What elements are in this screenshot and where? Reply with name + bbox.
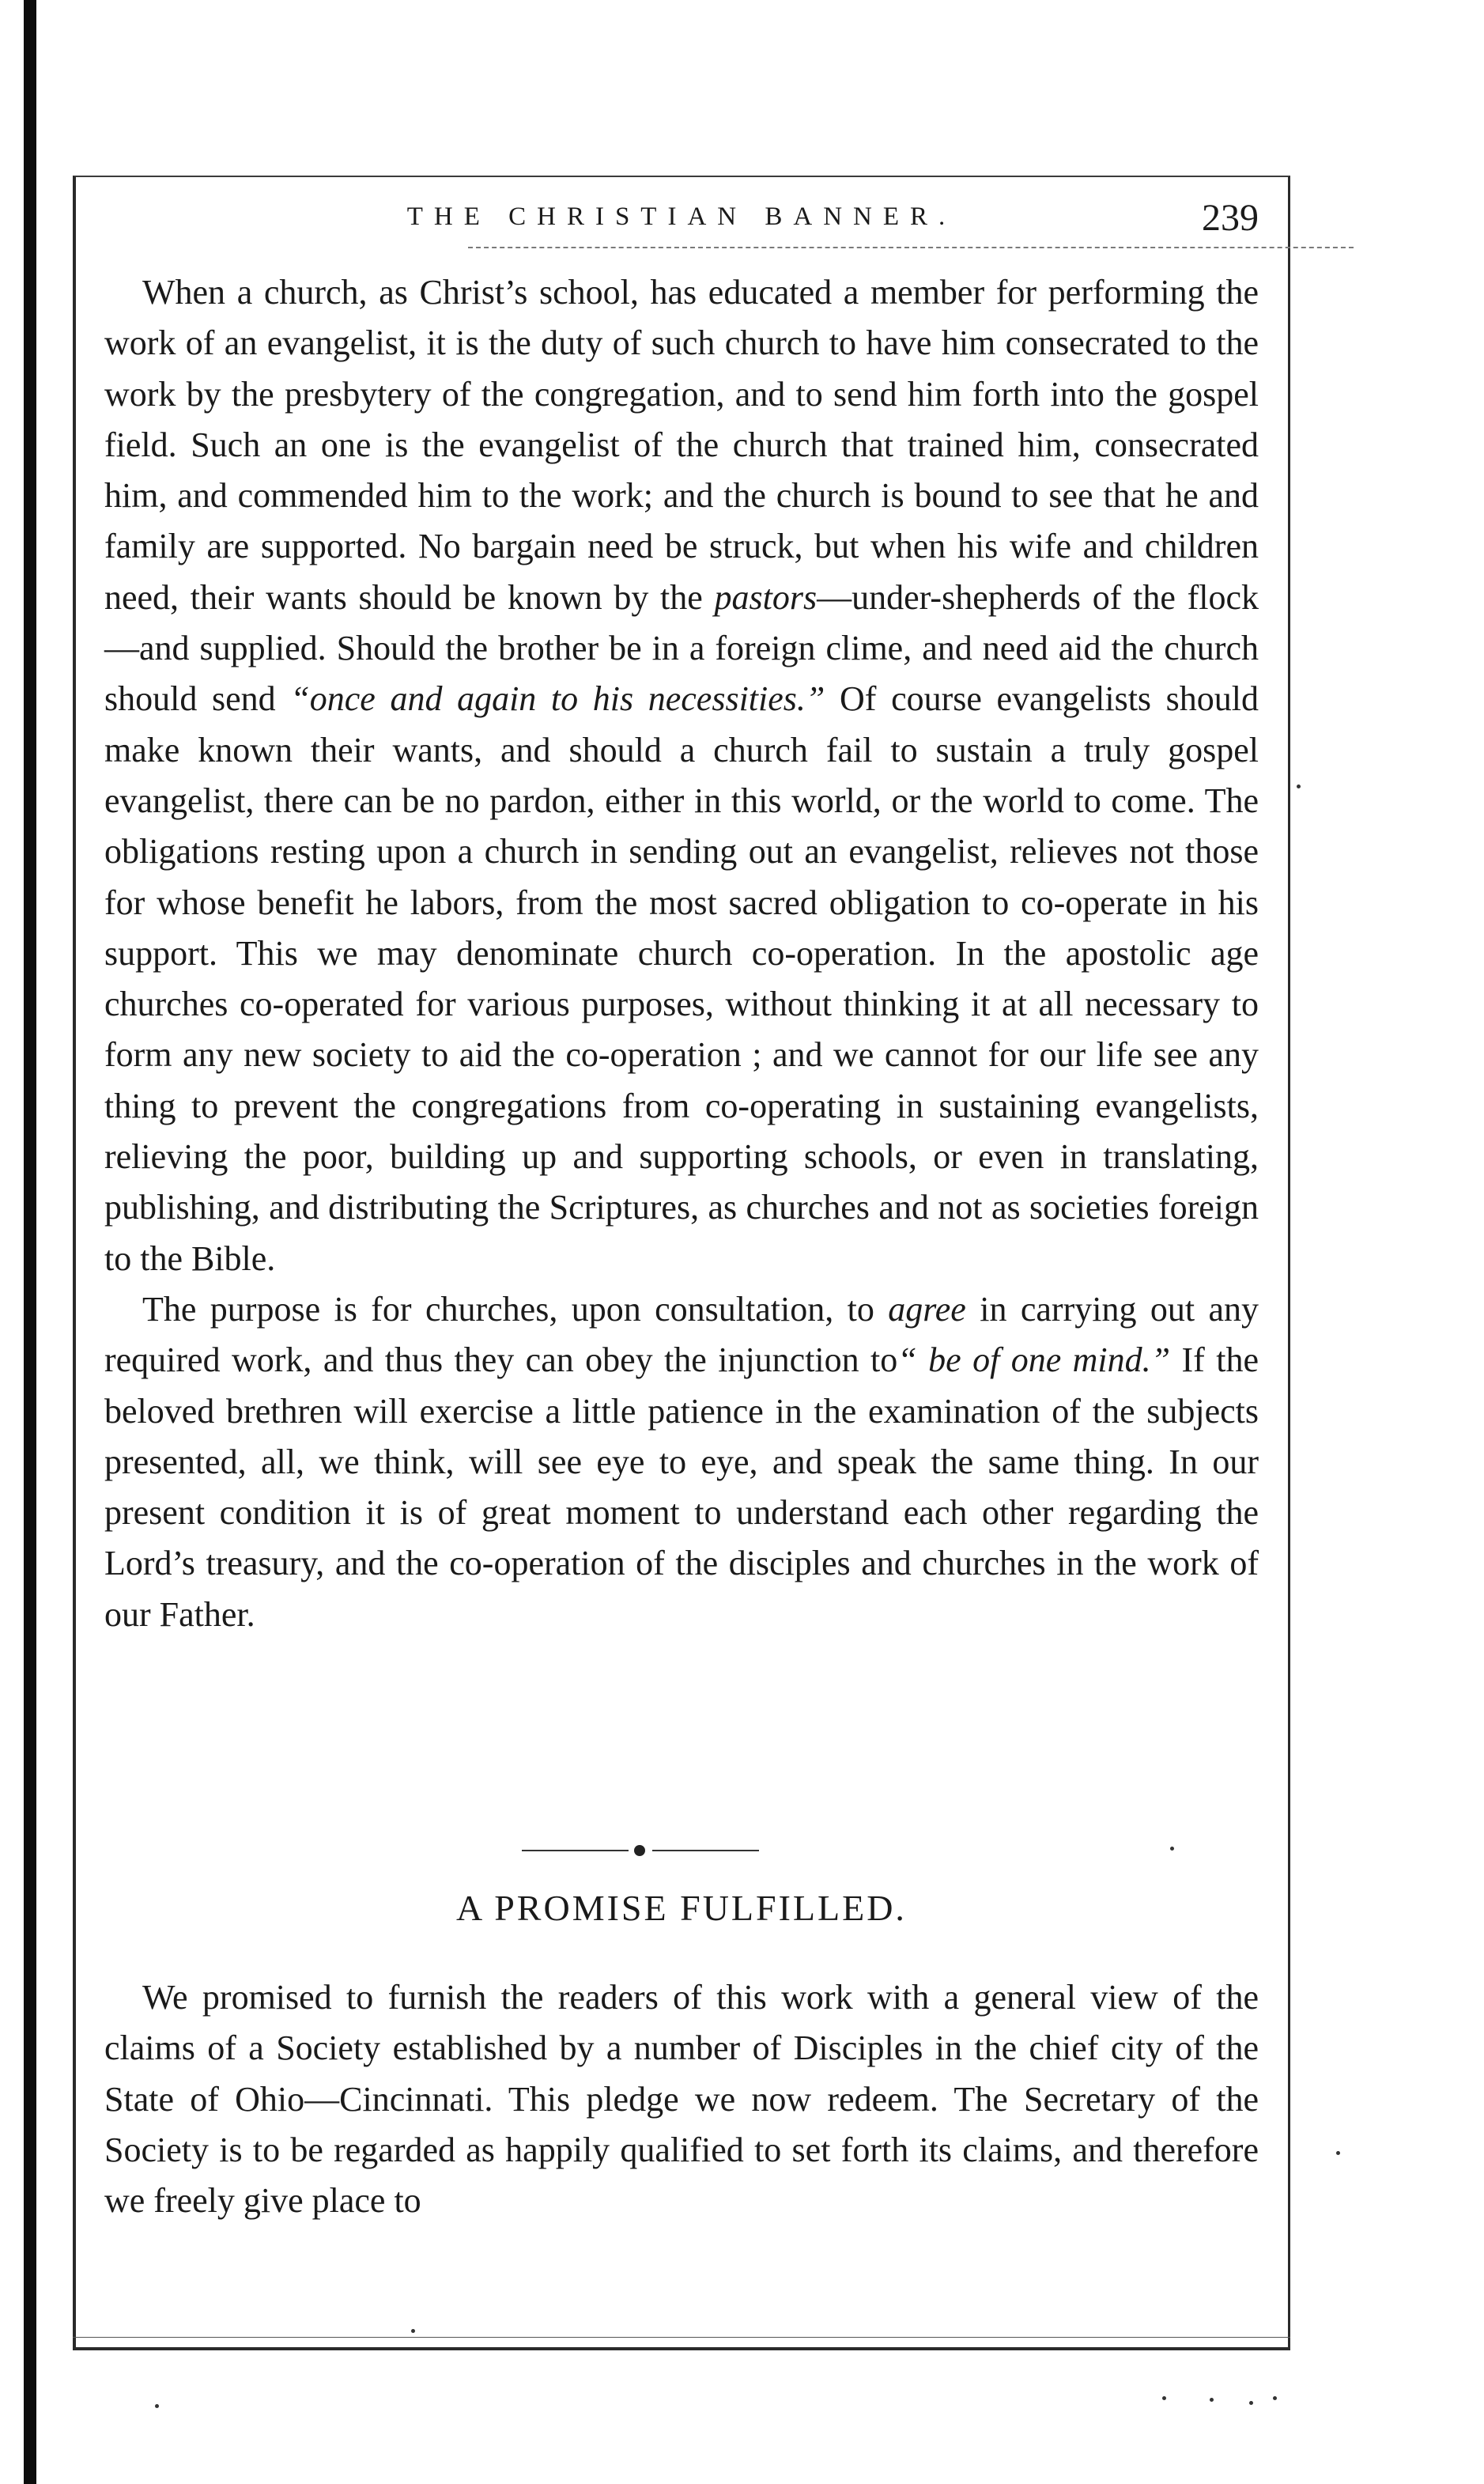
print-speck [1336,2151,1340,2155]
section-divider-ornament [522,1843,759,1858]
body-text: in carrying out any required work, and thus they can obey the injunction to [104,1289,1259,1380]
body-text: —under-shepherds of the flock—and supplied. Should the brother be in a foreign clime, and need aid the church should send [104,577,1259,719]
body-paragraph [104,267,1259,1284]
section-heading: A PROMISE FULFILLED. [456,1888,907,1928]
article-body [104,267,1259,1640]
section-body [104,1972,1259,2226]
emphasis-agree: agree [888,1289,966,1329]
header-rule [468,247,1354,248]
page-bottom-rule [73,2337,1290,2338]
print-speck [1170,1847,1174,1851]
page-number: 239 [1202,197,1259,239]
running-head [104,196,1259,251]
print-speck [1273,2396,1277,2400]
print-speck [1297,785,1301,788]
print-speck [1210,2398,1214,2402]
print-speck [1162,2396,1166,2400]
emphasis-pastors: pastors [714,577,818,617]
divider-rule-left [522,1850,629,1851]
section-paragraph: We promised to furnish the readers of this work with a general view of the claims of a Society established by a number of Disciples in the chief city of the State of Ohio—Cincinnati. This pledge we now redeem. The Secretary of the Society is to be regarded as happily qualified to set forth its claims, and therefore we freely give place to [104,1978,1259,2221]
divider-rule-right [652,1850,759,1851]
body-text: When a church, as Christ’s school, has educated a member for performing the work of an evangelist, it is the duty of such church to have him consecrated to the work by the presbytery of the congregation, and to send him forth into the gospel field. Such an one is the evangelist of the church that trained him, consecrated him, and commended him to the work; and the church is bound to see that he and family are supported. No bargain need be struck, but when his wife and children need, their wants should be known by the [104,273,1259,617]
running-title: THE CHRISTIAN BANNER. [406,202,957,231]
body-text: Of course evangelists should make known their wants, and should a church fail to sustain a truly gospel evangelist, there can be no pardon, either in this world, or the world to come. The obligations resting upon a church in sending out an evangelist, relieves not those for whose benefit he labors, from the most sacred obligation to co-operate in his support. This we may denominate church co-operation. In the apostolic age churches co-operated for various purposes, without thinking it at all necessary to form any new society to aid the co-operation ; and we cannot for our life see any thing to prevent the congregations from co-operating in sustaining evangelists, relieving the poor, building up and supporting schools, or even in translating, publishing, and distributing the Scriptures, as churches and not as societies foreign to the Bible. [104,679,1259,1278]
emphasis-one-mind: “ be of one mind.” [897,1340,1171,1380]
book-spine-shadow [24,0,36,2484]
print-speck [155,2404,159,2408]
print-speck [411,2329,415,2333]
body-text: The purpose is for churches, upon consultation, to [142,1289,874,1329]
print-speck [1249,2401,1253,2405]
body-paragraph [104,1284,1259,1640]
divider-dot [634,1845,645,1856]
emphasis-quote: “once and again to his necessities.” [290,679,825,719]
body-text: If the beloved brethren will exercise a little patience in the examination of the subjects presented, all, we think, will see eye to eye, and speak the same thing. In our present condition it is of great moment to understand each other regarding the Lord’s treasury, and the co-operation of the disciples and churches in the work of our Father. [104,1340,1259,1634]
